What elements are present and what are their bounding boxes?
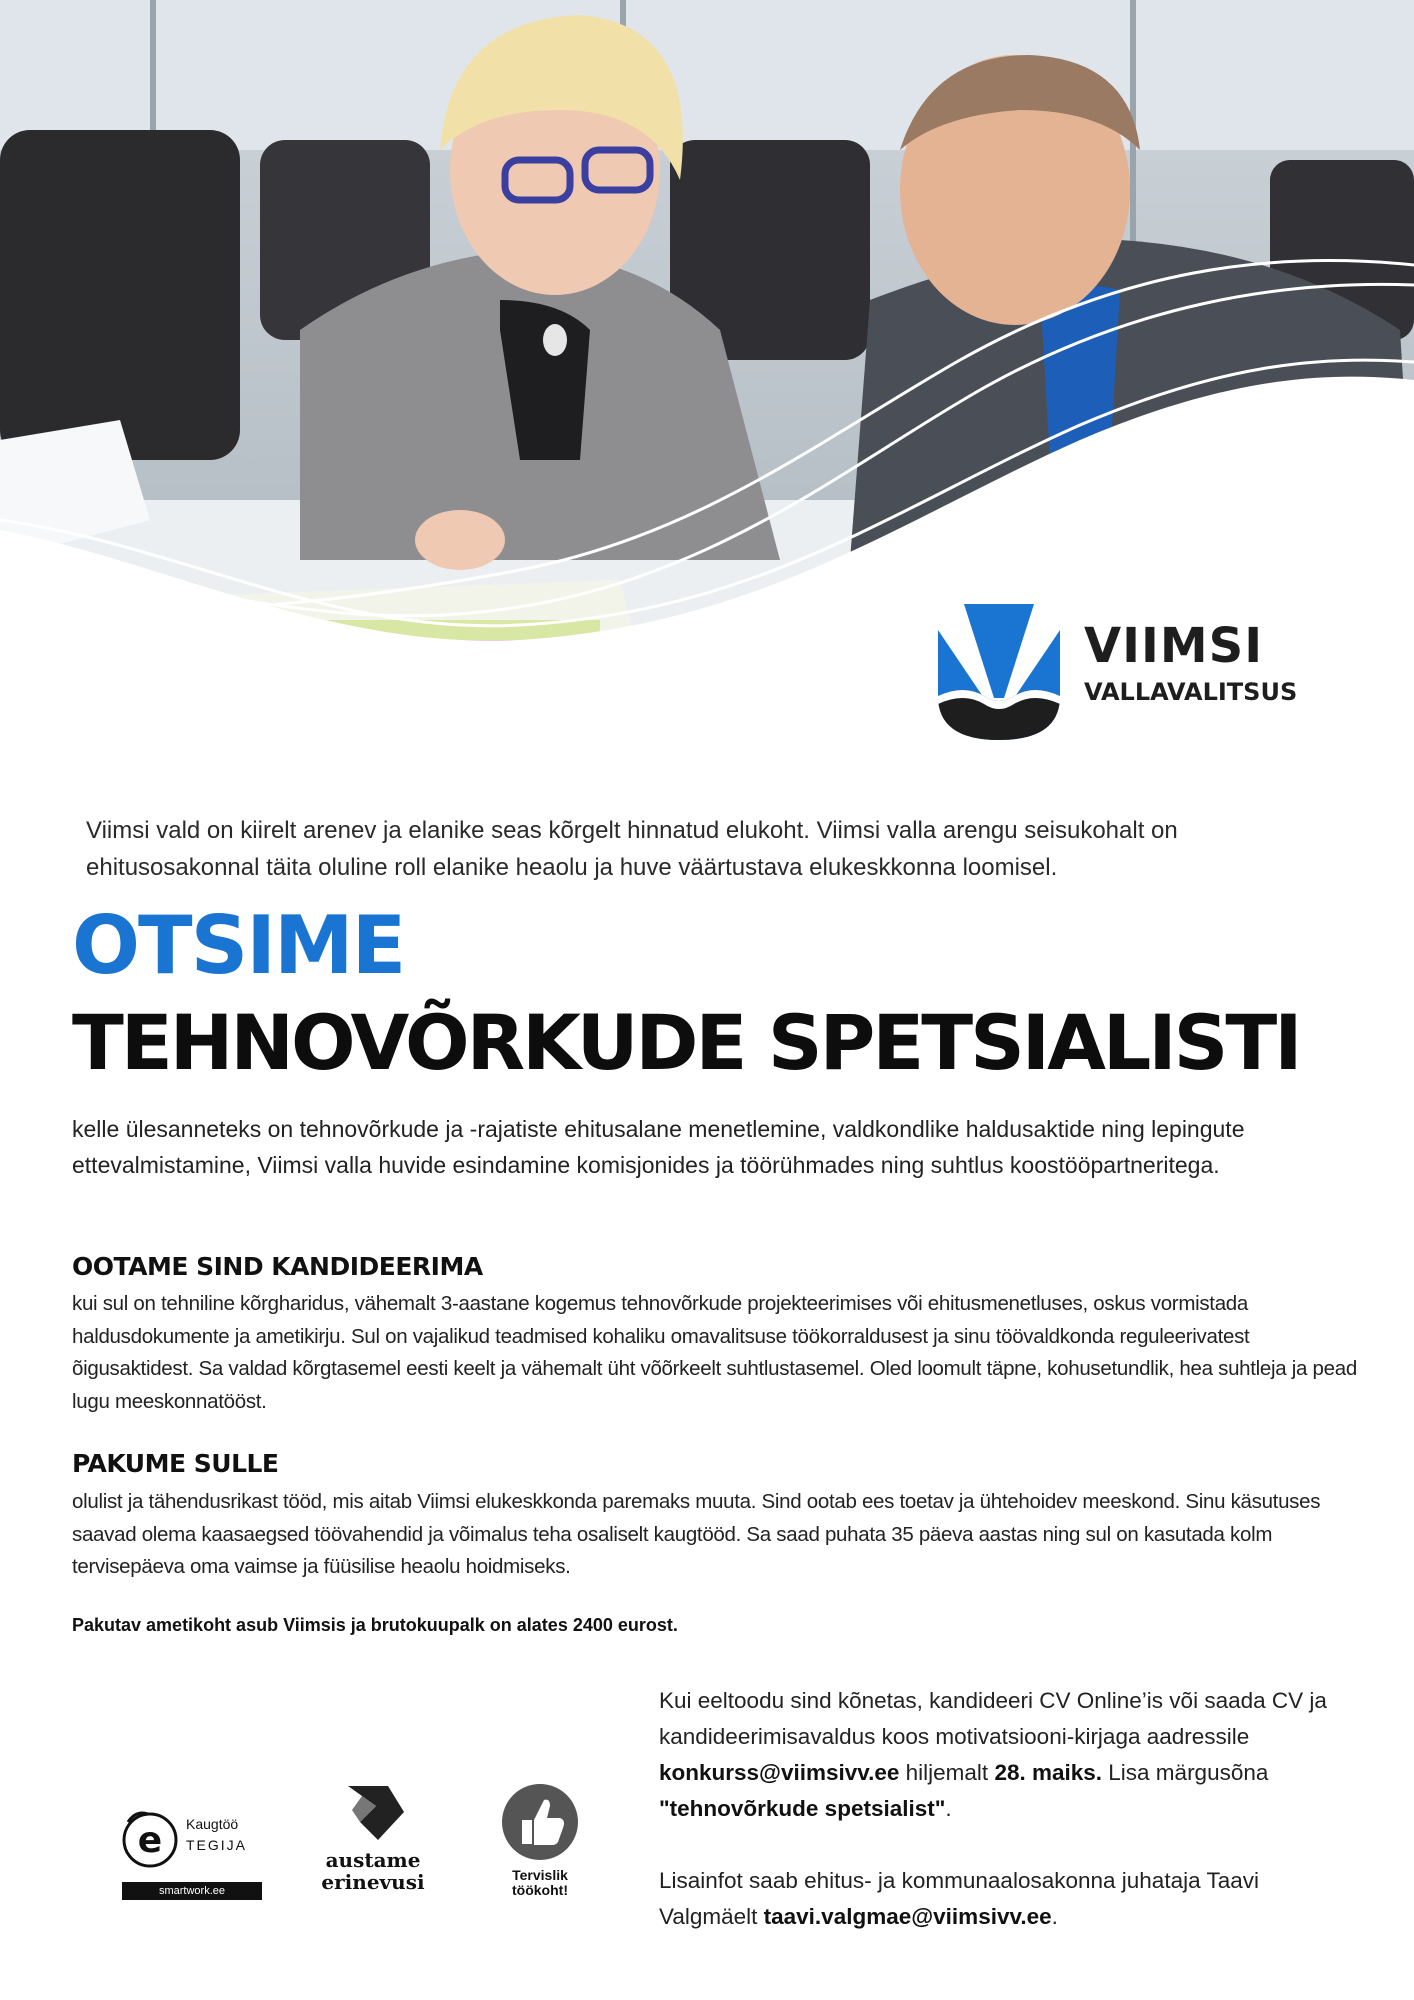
kaugtoo-e-icon: [110, 1802, 190, 1872]
section-title-candidates: OOTAME SIND KANDIDEERIMA: [72, 1252, 483, 1281]
viimsi-logo: [934, 600, 1334, 750]
kaugtoo-line1: Kaugtöö: [186, 1816, 239, 1832]
kaugtoo-site: smartwork.ee: [122, 1882, 262, 1900]
austame-line2: erinevusi: [321, 1870, 425, 1894]
apply-deadline: 28. maiks.: [994, 1760, 1103, 1785]
austame-shape-icon: [338, 1782, 408, 1844]
headline-otsime: OTSIME: [72, 899, 405, 992]
apply-email-link[interactable]: konkurss@viimsivv.ee: [659, 1760, 900, 1785]
austame-line1: austame: [325, 1848, 421, 1872]
kaugtoo-badge: [110, 1802, 270, 1902]
contact-paragraph: [659, 1863, 1339, 1935]
apply-text-2: hiljemalt: [899, 1760, 995, 1785]
logo-subtitle: VALLAVALITSUS: [1084, 678, 1298, 706]
salary-note: Pakutav ametikoht asub Viimsis ja brutokuupalk on alates 2400 eurost.: [72, 1615, 678, 1635]
apply-keyword: "tehnovõrkude spetsialist": [659, 1796, 946, 1821]
kaugtoo-line2: TEGIJA: [186, 1837, 248, 1853]
contact-text-end: .: [1051, 1904, 1058, 1929]
apply-text-3: Lisa märgusõna: [1102, 1760, 1269, 1785]
tervislik-line2: töökoht!: [512, 1882, 568, 1898]
headline-position: TEHNOVÕRKUDE SPETSIALISTI: [72, 998, 1300, 1087]
svg-text:e: e: [137, 1820, 163, 1861]
badges-row: [110, 1782, 610, 1912]
section-title-offer: PAKUME SULLE: [72, 1449, 279, 1478]
apply-paragraph: [659, 1683, 1339, 1827]
position-description: kelle ülesanneteks on tehnovõrkude ja -rajatiste ehitusalane menetlemine, valdkondlike haldusaktide ning lepingute ettevalmistamine, Viimsi valla huvide esindamine komisjonides ja töörühmades ning suhtlus koostööpartneritega.: [72, 1116, 1245, 1178]
tervislik-line1: Tervislik: [512, 1867, 568, 1883]
apply-info: [659, 1683, 1339, 1935]
contact-text: Lisainfot saab ehitus- ja kommunaalosakonna juhataja Taavi Valgmäelt: [659, 1868, 1259, 1929]
apply-text-1: Kui eeltoodu sind kõnetas, kandideeri CV Online’is või saada CV ja kandideerimisavaldus koos motivatsiooni-kirjaga aadressile: [659, 1688, 1327, 1749]
contact-email-link[interactable]: taavi.valgmae@viimsivv.ee: [763, 1904, 1052, 1929]
section-body-candidates: kui sul on tehniline kõrgharidus, vähemalt 3-aastane kogemus tehnovõrkude projekteerimises või ehitusmenetluses, oskus vormistada haldusdokumente ja ametikirju. Sul on vajalikud teadmised kohaliku omavalitsuse töökorraldusest ja sinu töövaldkonda reguleerivatest õigusaktidest. Sa valdad kõrgtasemel eesti keelt ja vähemalt üht võõrkeelt suhtlustasemel. Oled loomult täpne, kohusetundlik, hea suhtleja ja pead lugu meeskonnatööst.: [72, 1292, 1357, 1413]
logo-name: VIIMSI: [1084, 618, 1264, 674]
apply-text-4: .: [945, 1796, 952, 1821]
viimsi-crest-icon: [934, 600, 1064, 745]
section-body-offer: olulist ja tähendusrikast tööd, mis aitab Viimsi elukeskkonda paremaks muuta. Sind ootab ees toetav ja ühtehoidev meeskond. Sinu käsutuses saavad olema kaasaegsed töövahendid ja võimalus teha osaliselt kaugtööd. Sa saad puhata 35 päeva aastas ning sul on kasutada kolm tervisepäeva oma vaimse ja füüsilise heaolu hoidmiseks.: [72, 1490, 1321, 1578]
intro-text: Viimsi vald on kiirelt arenev ja elanike seas kõrgelt hinnatud elukoht. Viimsi valla arengu seisukohalt on ehitusosakonnal täita oluline roll elanike heaolu ja huve väärtustava elukeskkonna loomisel.: [86, 817, 1178, 881]
thumbs-up-icon: [500, 1782, 580, 1862]
austame-badge: [310, 1782, 440, 1912]
tervislik-badge: [490, 1782, 600, 1912]
